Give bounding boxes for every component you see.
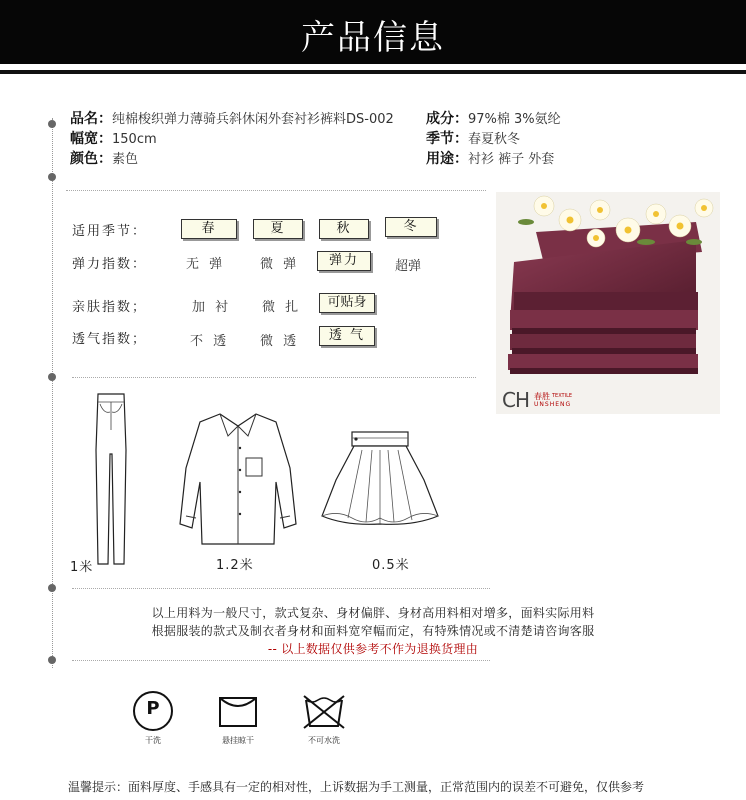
product-width: 幅宽：150cm <box>70 131 157 147</box>
fabric-photo <box>496 192 720 414</box>
product-name: 品名：纯棉梭织弹力薄骑兵斜休闲外套衬衫裤料DS-002 <box>70 111 394 127</box>
skin-option: 加 衬 <box>192 300 232 315</box>
breath-selected: 透 气 <box>319 326 375 346</box>
dry-clean-symbol: P <box>146 698 160 719</box>
breath-label: 透气指数； <box>72 332 148 347</box>
shirt-drawing <box>176 408 300 548</box>
skin-label: 亲肤指数； <box>72 300 148 315</box>
dotted-divider <box>72 377 476 378</box>
brand-logo-letters: CH <box>502 388 530 412</box>
warm-tip: 温馨提示：面料厚度、手感具有一定的相对性，上诉数据为手工测量，正常范围内的误差不可避免，仅供参考 <box>68 780 645 794</box>
pants-drawing <box>90 390 130 570</box>
dotted-divider <box>66 190 486 191</box>
season-spring: 春 <box>181 219 237 239</box>
note-line-1: 以上用料为一般尺寸，款式复杂、身材偏胖、身材高用料相对增多，面料实际用料 <box>151 606 595 620</box>
header-divider <box>0 70 746 74</box>
timeline-dot <box>48 656 56 664</box>
timeline-dot <box>48 173 56 181</box>
hang-dry-icon <box>218 696 258 728</box>
product-composition: 成分：97%棉 3%氨纶 <box>426 111 561 127</box>
skirt-drawing <box>318 430 442 530</box>
brand-logo-en: UNSHENG <box>534 401 572 408</box>
note-disclaimer: -- 以上数据仅供参考不作为退换货理由 <box>267 642 479 656</box>
header-bar <box>0 0 746 64</box>
skin-selected: 可贴身 <box>319 293 375 313</box>
page-title: 产品信息 <box>301 18 445 58</box>
hang-dry-label: 悬挂晾干 <box>222 736 254 745</box>
dotted-divider <box>72 588 490 589</box>
breath-option: 微 透 <box>260 334 300 349</box>
elasticity-option: 微 弹 <box>260 257 300 272</box>
brand-logo-cn: 春胜 <box>534 392 550 401</box>
season-summer: 夏 <box>253 219 303 239</box>
elasticity-option: 无 弹 <box>186 257 226 272</box>
product-usage: 用途：衬衫 裤子 外套 <box>426 151 555 167</box>
elasticity-selected: 弹力 <box>317 251 371 271</box>
no-wash-label: 不可水洗 <box>308 736 340 745</box>
skin-option: 微 扎 <box>262 300 302 315</box>
brand-logo-en2: TEXTILE <box>552 393 573 399</box>
timeline-dot <box>48 120 56 128</box>
timeline-dot <box>48 373 56 381</box>
dry-clean-label: 干洗 <box>145 736 161 745</box>
no-wash-icon <box>302 694 346 730</box>
skirt-amount: 0.5米 <box>372 558 410 573</box>
elasticity-option: 超弹 <box>395 259 422 274</box>
note-line-2: 根据服装的款式及制衣者身材和面料宽窄幅而定，有特殊情况或不清楚请咨询客服 <box>151 624 595 638</box>
season-autumn: 秋 <box>319 219 369 239</box>
product-color: 颜色：素色 <box>70 151 139 167</box>
product-season: 季节：春夏秋冬 <box>426 131 521 147</box>
pants-amount: 1米 <box>70 560 94 575</box>
elasticity-label: 弹力指数： <box>72 257 148 272</box>
shirt-amount: 1.2米 <box>216 558 254 573</box>
season-label: 适用季节： <box>72 224 148 239</box>
timeline-dot <box>48 584 56 592</box>
season-winter: 冬 <box>385 217 437 237</box>
breath-option: 不 透 <box>190 334 230 349</box>
dotted-divider <box>72 660 490 661</box>
